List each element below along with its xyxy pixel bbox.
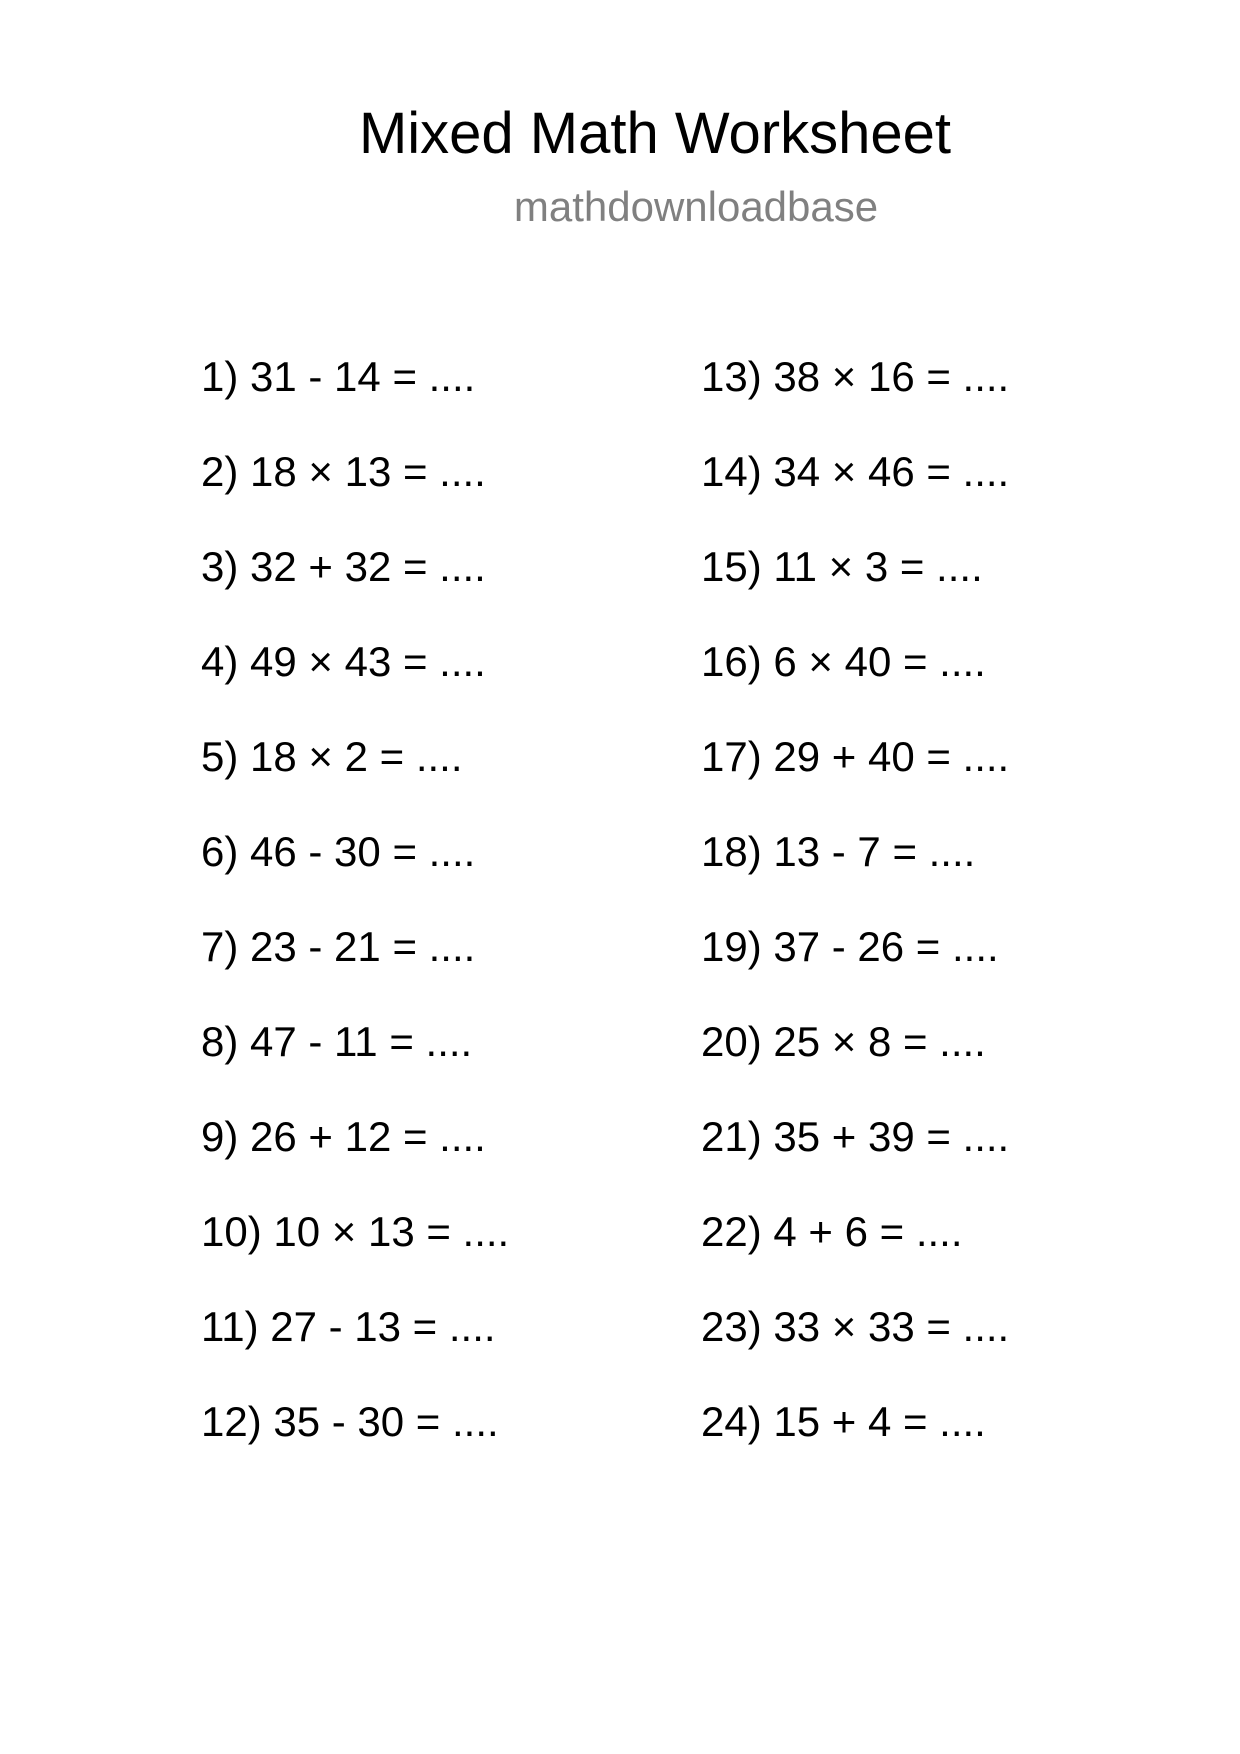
- problem-item: 3) 32 + 32 = ....: [201, 543, 486, 590]
- problem-item: 22) 4 + 6 = ....: [701, 1208, 963, 1255]
- problem-item: 1) 31 - 14 = ....: [201, 353, 476, 400]
- problem-item: 23) 33 × 33 = ....: [701, 1303, 1010, 1350]
- problem-item: 7) 23 - 21 = ....: [201, 923, 476, 970]
- problem-item: 10) 10 × 13 = ....: [201, 1208, 510, 1255]
- problem-item: 18) 13 - 7 = ....: [701, 828, 976, 875]
- problem-item: 20) 25 × 8 = ....: [701, 1018, 986, 1065]
- problem-item: 14) 34 × 46 = ....: [701, 448, 1010, 495]
- problem-item: 13) 38 × 16 = ....: [701, 353, 1010, 400]
- problem-item: 15) 11 × 3 = ....: [701, 543, 983, 590]
- problem-item: 4) 49 × 43 = ....: [201, 638, 486, 685]
- problem-item: 11) 27 - 13 = ....: [201, 1303, 496, 1350]
- problem-item: 5) 18 × 2 = ....: [201, 733, 463, 780]
- problem-item: 19) 37 - 26 = ....: [701, 923, 999, 970]
- problem-item: 6) 46 - 30 = ....: [201, 828, 476, 875]
- problem-item: 21) 35 + 39 = ....: [701, 1113, 1010, 1160]
- worksheet-source: mathdownloadbase: [513, 183, 879, 230]
- worksheet-title: Mixed Math Worksheet: [358, 101, 952, 166]
- problem-item: 17) 29 + 40 = ....: [701, 733, 1010, 780]
- problem-item: 12) 35 - 30 = ....: [201, 1398, 499, 1445]
- problem-item: 2) 18 × 13 = ....: [201, 448, 486, 495]
- problem-item: 24) 15 + 4 = ....: [701, 1398, 986, 1445]
- problem-item: 16) 6 × 40 = ....: [701, 638, 986, 685]
- problem-item: 9) 26 + 12 = ....: [201, 1113, 486, 1160]
- problem-item: 8) 47 - 11 = ....: [201, 1018, 473, 1065]
